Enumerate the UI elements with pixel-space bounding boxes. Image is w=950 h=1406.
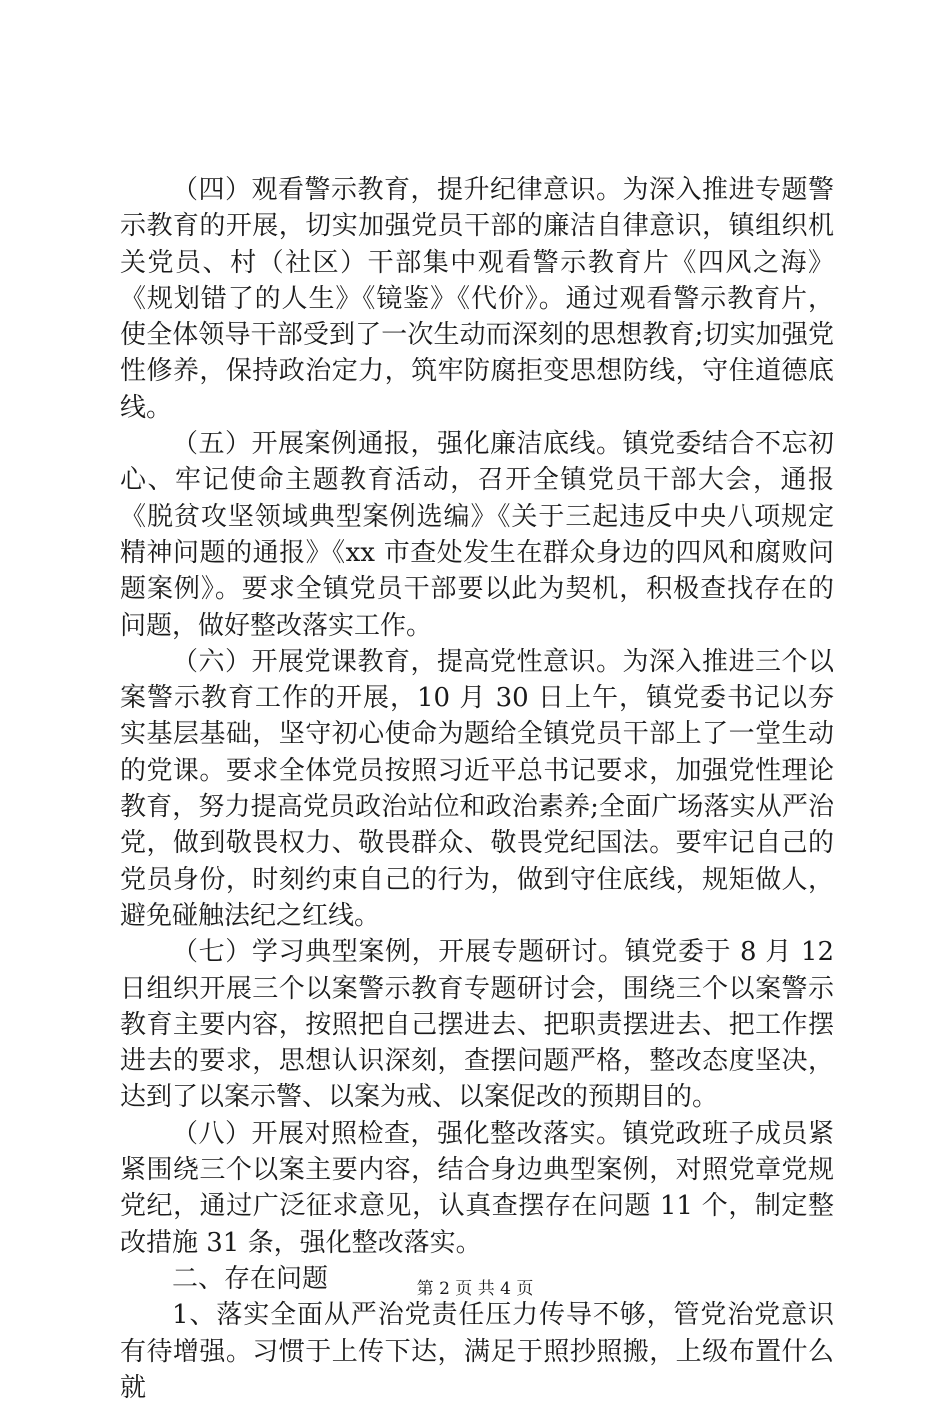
paragraph-section-6: （六）开展党课教育，提高党性意识。为深入推进三个以案警示教育工作的开展，10 月 30 日上午，镇党委书记以夯实基层基础，坚守初心使命为题给全镇党员干部上了一堂生动的党课。要求全体党员按照习近平总书记要求，加强党性理论教育，努力提高党员政治站位和政治素养;全面广场落实从严治党，做到敬畏权力、敬畏群众、敬畏党纪国法。要牢记自己的党员身份，时刻约束自己的行为，做到守住底线，规矩做人，避免碰触法纪之红线。 [120,646,834,931]
paragraph-problem-1: 1、落实全面从严治党责任压力传导不够，管党治党意识有待增强。习惯于上传下达，满足于照抄照搬，上级布置什么就 [120,1300,834,1403]
paragraph-section-4: （四）观看警示教育，提升纪律意识。为深入推进专题警示教育的开展，切实加强党员干部的廉洁自律意识，镇组织机关党员、村（社区）干部集中观看警示教育片《四风之海》《规划错了的人生》《镜鉴》《代价》。通过观看警示教育片，使全体领导干部受到了一次生动而深刻的思想教育;切实加强党性修养，保持政治定力，筑牢防腐拒变思想防线，守住道德底线。 [120,175,834,423]
paragraph-section-5: （五）开展案例通报，强化廉洁底线。镇党委结合不忘初心、牢记使命主题教育活动，召开全镇党员干部大会，通报《脱贫攻坚领域典型案例选编》《关于三起违反中央八项规定精神问题的通报》《xx 市查处发生在群众身边的四风和腐败问题案例》。要求全镇党员干部要以此为契机，积极查找存在的问题，做好整改落实工作。 [120,429,834,641]
paragraph-section-7: （七）学习典型案例，开展专题研讨。镇党委于 8 月 12 日组织开展三个以案警示教育专题研讨会，围绕三个以案警示教育主要内容，按照把自己摆进去、把职责摆进去、把工作摆进去的要求，思想认识深刻，查摆问题严格，整改态度坚决，达到了以案示警、以案为戒、以案促改的预期目的。 [120,937,834,1113]
page-number-footer: 第 2 页 共 4 页 [416,1279,534,1299]
paragraph-section-8: （八）开展对照检查，强化整改落实。镇党政班子成员紧紧围绕三个以案主要内容，结合身边典型案例，对照党章党规党纪，通过广泛征求意见，认真查摆存在问题 11 个，制定整改措施 31 条，强化整改落实。 [120,1118,834,1258]
document-body [120,172,834,1406]
section-heading-problems: 二、存在问题 [172,1263,329,1294]
